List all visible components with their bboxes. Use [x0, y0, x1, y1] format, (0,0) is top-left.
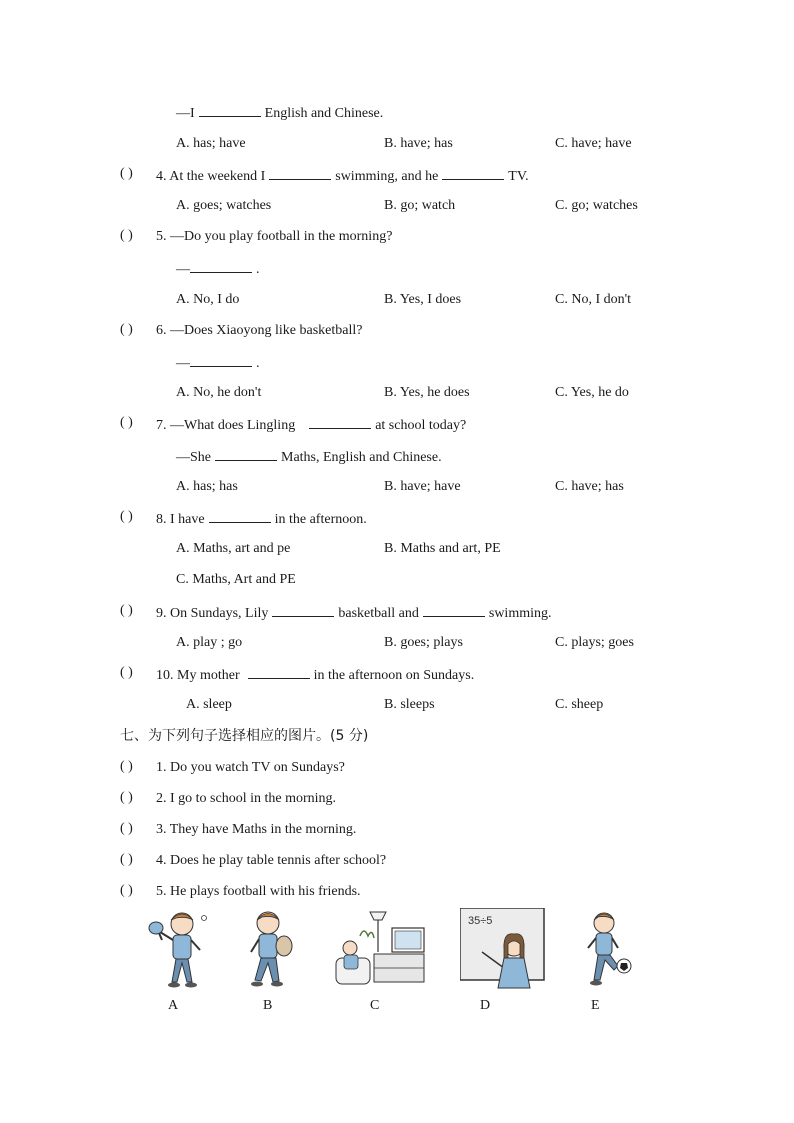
q7-stem: [156, 415, 466, 435]
s7-q1-text: 1. Do you watch TV on Sundays?: [156, 760, 345, 775]
q6-answer-line: [176, 353, 260, 373]
q5-stem: 5. —Do you play football in the morning?: [156, 229, 393, 244]
picture-label-a: A: [168, 998, 179, 1013]
q7-stem-pre: 7. —What does Lingling: [156, 418, 296, 433]
q8-option-b: B. Maths and art, PE: [384, 541, 501, 556]
q8-blank[interactable]: [209, 509, 271, 523]
picture-label-c: C: [370, 998, 380, 1013]
s7-q3-text: 3. They have Maths in the morning.: [156, 822, 357, 837]
picture-b-school-boy: [240, 908, 300, 990]
q6-answer-paren[interactable]: ( ): [120, 322, 133, 337]
picture-e-football-boy: [584, 908, 634, 990]
q10-answer-paren[interactable]: ( ): [120, 665, 133, 680]
q5-answer-paren[interactable]: ( ): [120, 228, 133, 243]
q3-option-a: A. has; have: [176, 136, 246, 151]
picture-label-b: B: [263, 998, 273, 1013]
q4-option-c: C. go; watches: [555, 198, 638, 213]
q4-stem: [156, 166, 529, 186]
q9-stem-pre: 9. On Sundays, Lily: [156, 606, 269, 621]
q5-option-b: B. Yes, I does: [384, 292, 462, 307]
s7-q4-text: 4. Does he play table tennis after school?: [156, 853, 387, 868]
q9-stem: [156, 603, 552, 623]
q10-option-c: C. sheep: [555, 697, 604, 712]
picture-label-d: D: [480, 998, 491, 1013]
q10-stem: [156, 665, 474, 685]
q7-answer-paren[interactable]: ( ): [120, 415, 133, 430]
q7-option-a: A. has; has: [176, 479, 238, 494]
q7-stem-post: at school today?: [375, 418, 467, 433]
q8-stem: [156, 509, 367, 529]
q7-option-c: C. have; has: [555, 479, 624, 494]
q4-stem-mid: swimming, and he: [335, 169, 439, 184]
q8-option-a: A. Maths, art and pe: [176, 541, 291, 556]
q6-option-b: B. Yes, he does: [384, 385, 470, 400]
q6-option-c: C. Yes, he do: [555, 385, 629, 400]
s7-q5-answer-paren[interactable]: ( ): [120, 883, 133, 898]
picture-label-e: E: [591, 998, 600, 1013]
q7-answer-line: [176, 447, 442, 467]
q7-blank-2[interactable]: [215, 447, 277, 461]
q8-option-c: C. Maths, Art and PE: [176, 572, 296, 587]
q10-option-a: A. sleep: [186, 697, 232, 712]
q9-option-b: B. goes; plays: [384, 635, 463, 650]
q4-option-a: A. goes; watches: [176, 198, 272, 213]
q5-option-c: C. No, I don't: [555, 292, 632, 307]
q3-answer-pre: —I: [176, 106, 195, 121]
picture-c-watching-tv: [334, 908, 428, 990]
q3-answer-line: [176, 103, 383, 123]
q6-option-a: A. No, he don't: [176, 385, 262, 400]
s7-q5-text: 5. He plays football with his friends.: [156, 884, 361, 899]
q9-option-a: A. play ; go: [176, 635, 243, 650]
s7-q1-answer-paren[interactable]: ( ): [120, 759, 133, 774]
q4-blank-1[interactable]: [269, 166, 331, 180]
q6-answer-post: .: [256, 356, 260, 371]
q10-option-b: B. sleeps: [384, 697, 435, 712]
q10-blank[interactable]: [248, 665, 310, 679]
q5-option-a: A. No, I do: [176, 292, 240, 307]
s7-q2-text: 2. I go to school in the morning.: [156, 791, 337, 806]
q5-answer-line: [176, 259, 260, 279]
q7-option-b: B. have; have: [384, 479, 461, 494]
q3-option-b: B. have; has: [384, 136, 453, 151]
q5-answer-post: .: [256, 262, 260, 277]
q9-blank-2[interactable]: [423, 603, 485, 617]
q8-answer-paren[interactable]: ( ): [120, 509, 133, 524]
q9-stem-post: swimming.: [488, 606, 552, 621]
q4-answer-paren[interactable]: ( ): [120, 166, 133, 181]
q8-stem-post: in the afternoon.: [274, 512, 367, 527]
q6-answer-pre: —: [176, 356, 190, 371]
q8-stem-pre: 8. I have: [156, 512, 205, 527]
picture-a-table-tennis-boy: [146, 908, 212, 990]
q3-option-c: C. have; have: [555, 136, 632, 151]
q5-answer-pre: —: [176, 262, 190, 277]
q7-answer-post: Maths, English and Chinese.: [281, 450, 442, 465]
q9-answer-paren[interactable]: ( ): [120, 603, 133, 618]
q6-blank[interactable]: [190, 353, 252, 367]
picture-d-teacher-blackboard: [460, 908, 546, 990]
q9-blank-1[interactable]: [272, 603, 334, 617]
s7-q4-answer-paren[interactable]: ( ): [120, 852, 133, 867]
q5-blank[interactable]: [190, 259, 252, 273]
s7-q2-answer-paren[interactable]: ( ): [120, 790, 133, 805]
q4-stem-post: TV.: [508, 169, 529, 184]
q4-stem-pre: 4. At the weekend I: [156, 169, 266, 184]
q3-blank[interactable]: [199, 103, 261, 117]
section-7-heading: 七、为下列句子选择相应的图片。(5 分): [120, 728, 369, 744]
q4-blank-2[interactable]: [442, 166, 504, 180]
q10-stem-pre: 10. My mother: [156, 668, 240, 683]
q3-answer-post: English and Chinese.: [264, 106, 384, 121]
q4-option-b: B. go; watch: [384, 198, 456, 213]
s7-q3-answer-paren[interactable]: ( ): [120, 821, 133, 836]
q7-blank-1[interactable]: [309, 415, 371, 429]
blackboard-text: 35÷5: [468, 915, 493, 927]
q6-stem: 6. —Does Xiaoyong like basketball?: [156, 323, 363, 338]
q7-answer-pre: —She: [176, 450, 211, 465]
q10-stem-post: in the afternoon on Sundays.: [313, 668, 475, 683]
q9-option-c: C. plays; goes: [555, 635, 634, 650]
q9-stem-mid: basketball and: [338, 606, 419, 621]
